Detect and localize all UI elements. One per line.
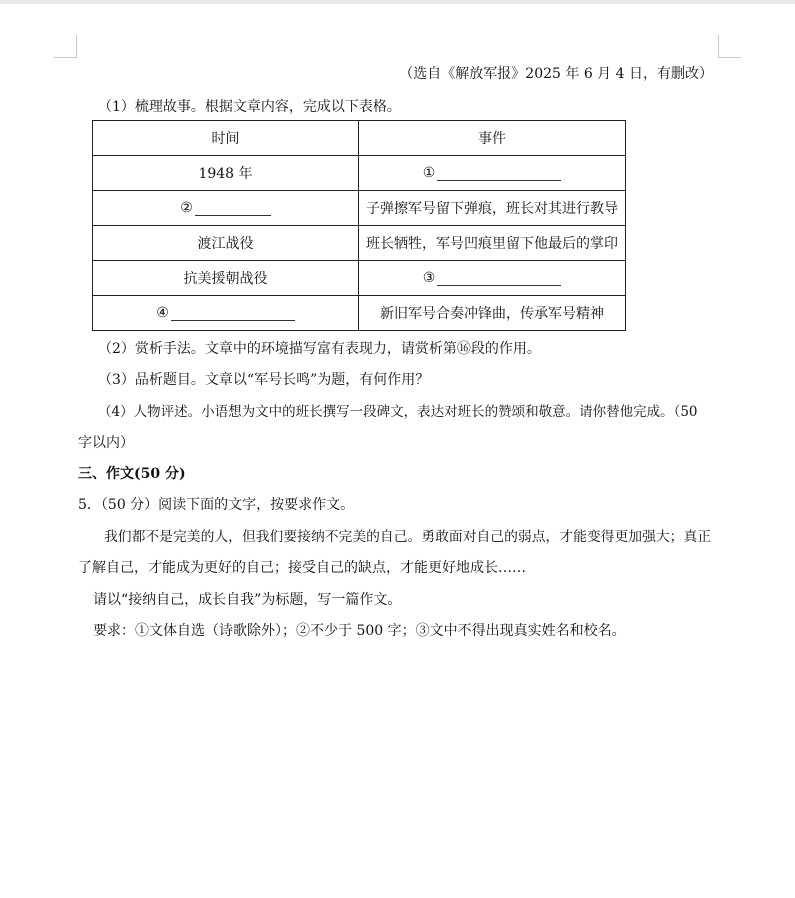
answer-blank-4[interactable] xyxy=(171,306,295,321)
answer-blank-2[interactable] xyxy=(195,201,271,216)
table-row xyxy=(93,226,626,261)
answer-blank-1[interactable] xyxy=(437,166,561,181)
table-row xyxy=(93,156,626,191)
title-instruction: 请以“接纳自己，成长自我”为标题，写一篇作文。 xyxy=(93,592,402,608)
table-header-event: 事件 xyxy=(359,121,626,156)
time-text: 抗美援朝战役 xyxy=(183,271,268,287)
section-3-heading: 三、作文(50 分) xyxy=(78,466,186,482)
blank-marker: ③ xyxy=(422,270,436,286)
question-1: （1）梳理故事。根据文章内容，完成以下表格。 xyxy=(98,99,401,115)
table-row xyxy=(93,261,626,296)
blank-marker: ② xyxy=(180,200,193,216)
time-text: 渡江战役 xyxy=(197,236,254,252)
page-top-edge xyxy=(0,0,795,4)
question-4-line-2: 字以内） xyxy=(78,435,134,451)
margin-corner-top-left xyxy=(54,35,77,58)
event-text: 班长牺牲，军号凹痕里留下他最后的掌印 xyxy=(366,236,618,252)
time-cell xyxy=(93,156,359,191)
time-cell[interactable] xyxy=(93,296,359,331)
event-text: 子弹擦军号留下弹痕，班长对其进行教导 xyxy=(366,201,618,217)
event-cell[interactable] xyxy=(359,261,626,296)
question-2: （2）赏析手法。文章中的环境描写富有表现力，请赏析第⑯段的作用。 xyxy=(98,341,541,357)
item-5-intro: 5．（50 分）阅读下面的文字，按要求作文。 xyxy=(78,497,355,513)
event-cell xyxy=(359,296,626,331)
time-text: 1948 年 xyxy=(198,166,253,182)
time-cell xyxy=(93,226,359,261)
time-cell xyxy=(93,261,359,296)
prompt-line-2: 了解自己，才能成为更好的自己；接受自己的缺点，才能更好地成长…… xyxy=(78,560,526,576)
answer-blank-3[interactable] xyxy=(437,271,561,286)
blank-marker: ① xyxy=(422,165,436,181)
margin-corner-top-right xyxy=(718,35,741,58)
event-text: 新旧军号合奏冲锋曲，传承军号精神 xyxy=(380,306,604,322)
table-row xyxy=(93,191,626,226)
question-3: （3）品析题目。文章以“军号长鸣”为题，有何作用？ xyxy=(98,372,430,388)
prompt-line-1: 我们都不是完美的人，但我们要接纳不完美的自己。勇敢面对自己的弱点，才能变得更加强大；真正 xyxy=(104,529,712,545)
event-cell xyxy=(359,191,626,226)
question-4-line-1: （4）人物评述。小语想为文中的班长撰写一段碑文，表达对班长的赞颂和敬意。请你替他完成。（50 xyxy=(98,404,698,420)
time-cell[interactable] xyxy=(93,191,359,226)
story-table xyxy=(92,120,626,331)
requirements: 要求：①文体自选（诗歌除外）；②不少于 500 字；③文中不得出现真实姓名和校名。 xyxy=(93,623,626,639)
table-header-row xyxy=(93,121,626,156)
table-header-time: 时间 xyxy=(93,121,359,156)
table-row xyxy=(93,296,626,331)
source-note: （选自《解放军报》2025 年 6 月 4 日，有删改） xyxy=(399,66,713,82)
blank-marker: ④ xyxy=(156,305,169,321)
event-cell xyxy=(359,226,626,261)
event-cell[interactable] xyxy=(359,156,626,191)
